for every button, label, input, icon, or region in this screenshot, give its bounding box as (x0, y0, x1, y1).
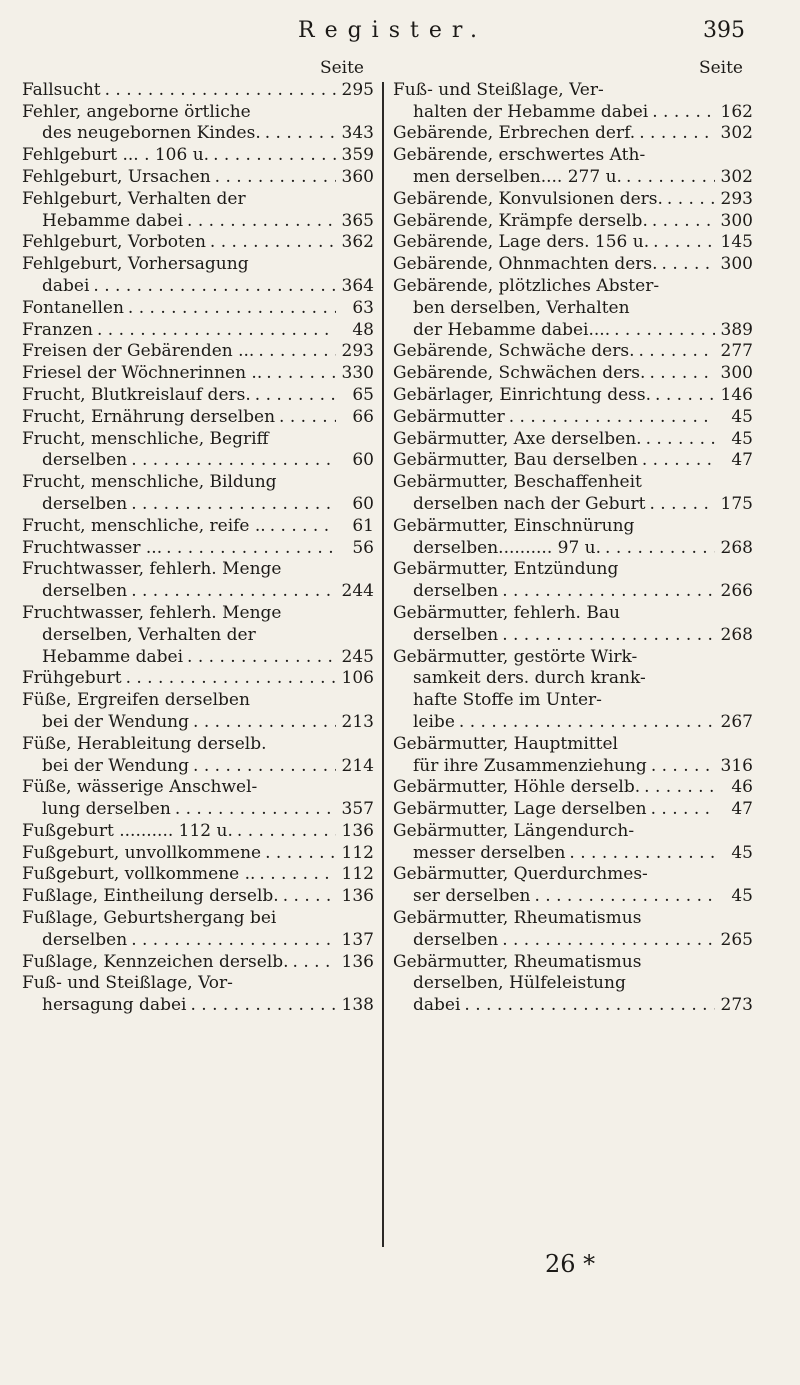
index-entry (22, 690, 374, 734)
index-entry (22, 298, 374, 320)
entry-page-number: 48 (352, 319, 374, 340)
index-entry (393, 363, 753, 385)
entry-text: Gebärmutter, Bau derselben (393, 450, 638, 471)
entry-page-number: 266 (720, 581, 753, 602)
entry-text: Frucht, Blutkreislauf ders. (22, 384, 251, 405)
entry-page-number: 300 (720, 210, 753, 231)
leader-dots (175, 799, 336, 821)
leader-dots (652, 102, 715, 124)
leader-dots (653, 232, 715, 254)
entry-page-number: 300 (720, 254, 753, 275)
entry-text: Gebärende, plötzliches Abster- (393, 275, 660, 296)
column-divider (382, 82, 384, 1247)
entry-text: samkeit ders. durch krank- (413, 668, 646, 689)
right-column (393, 58, 753, 1017)
index-entry (393, 145, 753, 189)
entry-page-number: 46 (731, 777, 753, 798)
entry-text: Gebärende, erschwertes Ath- (393, 145, 646, 166)
index-entry (22, 472, 374, 516)
index-entry (22, 843, 374, 865)
entry-text: Fehler, angeborne örtliche (22, 101, 251, 122)
index-entry (22, 777, 374, 821)
index-entry (22, 668, 374, 690)
index-entry (393, 189, 753, 211)
index-entry (22, 821, 374, 843)
entry-page-number: 60 (352, 450, 374, 471)
entry-text: bei der Wendung (42, 755, 190, 776)
index-entry (22, 886, 374, 908)
leader-dots (649, 363, 715, 385)
index-entry (22, 320, 374, 342)
entry-page-number: 365 (341, 210, 374, 231)
entry-page-number: 138 (341, 995, 374, 1016)
entry-text: Hebamme dabei (42, 210, 184, 231)
leader-dots (651, 756, 715, 778)
index-entry (393, 429, 753, 451)
entry-page-number: 364 (341, 275, 374, 296)
index-entry (393, 450, 753, 472)
entry-page-number: 245 (341, 646, 374, 667)
entry-text: hersagung dabei (42, 995, 187, 1016)
entry-text: Fuß- und Steißlage, Ver- (393, 79, 604, 100)
leader-dots (283, 886, 336, 908)
index-entry (22, 341, 374, 363)
entry-text: Freisen der Gebärenden ... (22, 341, 255, 362)
entry-page-number: 265 (720, 929, 753, 950)
leader-dots (128, 298, 336, 320)
entry-text: derselben (413, 929, 499, 950)
index-entry (393, 647, 753, 734)
entry-text: Gebärmutter, Einschnürung (393, 515, 635, 536)
entry-text: Fußgeburt, unvollkommene (22, 842, 262, 863)
index-entry (22, 559, 374, 603)
entry-text: Füße, Ergreifen derselben (22, 690, 250, 711)
leader-dots (193, 756, 336, 778)
index-entry (393, 80, 753, 124)
entry-text: der Hebamme dabei.... (413, 319, 611, 340)
entry-text: Fußgeburt, vollkommene .. (22, 864, 256, 885)
leader-dots (652, 211, 715, 233)
entry-text: Fußgeburt .......... 112 u. (22, 820, 233, 841)
leader-dots (667, 189, 715, 211)
left-column-head: Seite (319, 58, 364, 78)
index-entry (393, 734, 753, 778)
leader-dots (187, 211, 336, 233)
leader-dots (265, 123, 336, 145)
entry-text: derselben.......... 97 u. (413, 537, 602, 558)
running-title: Register. (298, 18, 487, 43)
index-entry (393, 821, 753, 865)
leader-dots (644, 777, 715, 799)
entry-page-number: 65 (352, 384, 374, 405)
entry-text: Fruchtwasser, fehlerh. Menge (22, 559, 282, 580)
index-entry (22, 516, 374, 538)
index-entry (393, 211, 753, 233)
entry-page-number: 45 (731, 406, 753, 427)
entry-page-number: 316 (720, 755, 753, 776)
entry-page-number: 357 (341, 799, 374, 820)
entry-text: Frucht, Ernährung derselben (22, 406, 276, 427)
index-entry (393, 603, 753, 647)
entry-page-number: 273 (720, 995, 753, 1016)
entry-text: Gebärlager, Einrichtung dess. (393, 384, 652, 405)
index-entry (22, 952, 374, 974)
index-entry (22, 973, 374, 1017)
entry-page-number: 175 (720, 493, 753, 514)
leader-dots (97, 320, 336, 342)
entry-page-number: 45 (731, 842, 753, 863)
entry-page-number: 61 (352, 515, 374, 536)
leader-dots (237, 821, 336, 843)
entry-text: Gebärmutter, fehlerh. Bau (393, 602, 620, 623)
entry-page-number: 389 (720, 319, 753, 340)
leader-dots (266, 363, 336, 385)
leader-dots (662, 254, 715, 276)
index-entry (22, 538, 374, 560)
entry-text: Gebärmutter, Längendurch- (393, 820, 635, 841)
entry-text: Gebärende, Schwäche ders. (393, 341, 635, 362)
entry-text: Gebärmutter (393, 406, 505, 427)
entry-page-number: 293 (720, 188, 753, 209)
entry-page-number: 136 (341, 886, 374, 907)
index-entry (22, 145, 374, 167)
leader-dots (258, 341, 336, 363)
entry-text: Gebärende, Krämpfe derselb. (393, 210, 648, 231)
leader-dots (535, 886, 716, 908)
entry-text: derselben (42, 581, 128, 602)
leader-dots (213, 145, 336, 167)
entry-text: des neugebornen Kindes. (42, 123, 261, 144)
leader-dots (626, 167, 715, 189)
index-entry (393, 385, 753, 407)
entry-text: Fehlgeburt, Verhalten der (22, 188, 246, 209)
entry-text: Gebärmutter, Beschaffenheit (393, 472, 642, 493)
entry-text: lung derselben (42, 799, 171, 820)
entry-page-number: 45 (731, 428, 753, 449)
entry-page-number: 112 (341, 842, 374, 863)
entry-page-number: 268 (720, 624, 753, 645)
entry-text: Fuß- und Steißlage, Vor- (22, 973, 233, 994)
index-entry (393, 276, 753, 341)
leader-dots (126, 668, 336, 690)
leader-dots (502, 581, 715, 603)
entry-text: dabei (413, 995, 461, 1016)
index-entry (393, 472, 753, 516)
entry-page-number: 60 (352, 493, 374, 514)
leader-dots (131, 581, 336, 603)
leader-dots (210, 232, 336, 254)
index-entry (393, 254, 753, 276)
entry-text: Fußlage, Kennzeichen derselb. (22, 951, 289, 972)
leader-dots (270, 516, 336, 538)
entry-text: Fruchtwasser, fehlerh. Menge (22, 602, 282, 623)
entry-page-number: 146 (720, 384, 753, 405)
leader-dots (605, 538, 715, 560)
leader-dots (265, 843, 336, 865)
index-entry (22, 385, 374, 407)
entry-text: Gebärmutter, Rheumatismus (393, 908, 642, 929)
index-entry (22, 603, 374, 668)
entry-text: Fontanellen (22, 297, 124, 318)
entry-text: Franzen (22, 319, 93, 340)
entry-text: Gebärmutter, Rheumatismus (393, 951, 642, 972)
entry-page-number: 45 (731, 886, 753, 907)
entry-text: Fehlgeburt, Vorhersagung (22, 254, 249, 275)
entry-text: Gebärmutter, Querdurchmes- (393, 864, 648, 885)
leader-dots (105, 80, 336, 102)
entry-text: Hebamme dabei (42, 646, 184, 667)
leader-dots (93, 276, 336, 298)
entry-page-number: 162 (720, 101, 753, 122)
leader-dots (642, 450, 715, 472)
leader-dots (190, 995, 336, 1017)
entry-text: Fruchtwasser ... (22, 537, 163, 558)
index-entry (22, 232, 374, 254)
entry-text: Gebärmutter, Höhle derselb. (393, 777, 641, 798)
signature-mark: 26 * (545, 1250, 596, 1278)
index-entry (393, 123, 753, 145)
entry-page-number: 136 (341, 820, 374, 841)
index-entry (22, 429, 374, 473)
entry-text: derselben (42, 493, 128, 514)
left-column (22, 58, 374, 1017)
leader-dots (655, 385, 715, 407)
entry-text: derselben (413, 581, 499, 602)
entry-page-number: 330 (341, 363, 374, 384)
entry-text: Gebärende, Konvulsionen ders. (393, 188, 663, 209)
leader-dots (215, 167, 336, 189)
entry-text: Füße, wässerige Anschwel- (22, 777, 258, 798)
entry-text: Füße, Herableitung derselb. (22, 733, 267, 754)
entry-page-number: 66 (352, 406, 374, 427)
index-entry (22, 864, 374, 886)
entry-page-number: 268 (720, 537, 753, 558)
entry-text: leibe (413, 711, 455, 732)
entry-text: derselben (413, 624, 499, 645)
index-entry (393, 777, 753, 799)
entry-text: Fehlgeburt ... . 106 u. (22, 145, 210, 166)
index-entry (22, 80, 374, 102)
entry-page-number: 56 (352, 537, 374, 558)
right-entry-list (393, 80, 753, 1017)
index-entry (22, 363, 374, 385)
index-entry (393, 864, 753, 908)
entry-page-number: 302 (720, 166, 753, 187)
entry-page-number: 214 (341, 755, 374, 776)
left-entry-list (22, 80, 374, 1017)
entry-text: derselben (42, 450, 128, 471)
entry-page-number: 47 (731, 450, 753, 471)
leader-dots (569, 843, 715, 865)
entry-text: dabei (42, 275, 90, 296)
index-entry (393, 407, 753, 429)
leader-dots (166, 538, 336, 560)
entry-page-number: 213 (341, 711, 374, 732)
entry-page-number: 277 (720, 341, 753, 362)
index-entry (393, 516, 753, 560)
leader-dots (131, 494, 336, 516)
entry-page-number: 136 (341, 951, 374, 972)
entry-text: men derselben.... 277 u. (413, 166, 622, 187)
leader-dots (255, 385, 336, 407)
entry-text: Gebärmutter, Hauptmittel (393, 733, 618, 754)
entry-text: für ihre Zusammenziehung (413, 755, 647, 776)
right-column-head: Seite (698, 58, 743, 78)
leader-dots (131, 450, 336, 472)
entry-text: Frühgeburt (22, 668, 122, 689)
entry-text: Frucht, menschliche, Begriff (22, 428, 269, 449)
entry-page-number: 47 (731, 799, 753, 820)
index-entry (393, 232, 753, 254)
leader-dots (638, 341, 715, 363)
leader-dots (464, 995, 715, 1017)
entry-page-number: 244 (341, 581, 374, 602)
entry-page-number: 300 (720, 363, 753, 384)
index-entry (393, 908, 753, 952)
page-header (40, 14, 745, 46)
entry-text: Fehlgeburt, Vorboten (22, 232, 206, 253)
entry-text: halten der Hebamme dabei (413, 101, 649, 122)
entry-text: Gebärmutter, Entzündung (393, 559, 619, 580)
entry-page-number: 360 (341, 166, 374, 187)
entry-text: ser derselben (413, 886, 531, 907)
leader-dots (131, 930, 336, 952)
index-entry (22, 254, 374, 298)
index-entry (393, 952, 753, 1017)
entry-text: derselben (42, 929, 128, 950)
entry-page-number: 106 (341, 668, 374, 689)
leader-dots (502, 625, 715, 647)
entry-page-number: 295 (341, 79, 374, 100)
index-entry (22, 167, 374, 189)
entry-text: Frucht, menschliche, reife .. (22, 515, 266, 536)
entry-text: Gebärmutter, Lage derselben (393, 799, 647, 820)
entry-text: messer derselben (413, 842, 566, 863)
entry-text: derselben, Hülfeleistung (413, 973, 626, 994)
leader-dots (502, 930, 715, 952)
entry-text: Friesel der Wöchnerinnen .. (22, 363, 263, 384)
entry-page-number: 63 (352, 297, 374, 318)
entry-page-number: 362 (341, 232, 374, 253)
leader-dots (459, 712, 715, 734)
leader-dots (259, 864, 336, 886)
entry-text: Frucht, menschliche, Bildung (22, 472, 277, 493)
entry-text: Fallsucht (22, 79, 101, 100)
entry-page-number: 137 (341, 929, 374, 950)
entry-page-number: 359 (341, 145, 374, 166)
entry-text: Fußlage, Geburtshergang bei (22, 908, 277, 929)
entry-text: ben derselben, Verhalten (413, 297, 630, 318)
index-entry (22, 407, 374, 429)
leader-dots (646, 429, 715, 451)
entry-text: derselben nach der Geburt (413, 493, 646, 514)
leader-dots (509, 407, 715, 429)
entry-text: Gebärende, Ohnmachten ders. (393, 254, 658, 275)
entry-page-number: 293 (341, 341, 374, 362)
index-entry (22, 734, 374, 778)
leader-dots (639, 123, 715, 145)
entry-text: Gebärende, Erbrechen derf. (393, 123, 636, 144)
entry-page-number: 343 (341, 123, 374, 144)
index-entry (22, 908, 374, 952)
entry-text: Fehlgeburt, Ursachen (22, 166, 211, 187)
entry-text: derselben, Verhalten der (42, 624, 256, 645)
leader-dots (614, 320, 715, 342)
leader-dots (187, 647, 336, 669)
entry-text: hafte Stoffe im Unter- (413, 690, 602, 711)
entry-text: Gebärende, Lage ders. 156 u. (393, 232, 650, 253)
entry-text: Gebärmutter, Axe derselben. (393, 428, 642, 449)
entry-text: Gebärmutter, gestörte Wirk- (393, 646, 638, 667)
entry-text: bei der Wendung (42, 711, 190, 732)
leader-dots (651, 799, 715, 821)
page-number: 395 (703, 18, 745, 43)
entry-text: Gebärende, Schwächen ders. (393, 363, 646, 384)
leader-dots (293, 952, 336, 974)
entry-text: Fußlage, Eintheilung derselb. (22, 886, 279, 907)
entry-page-number: 267 (720, 711, 753, 732)
index-entry (393, 341, 753, 363)
leader-dots (193, 712, 336, 734)
entry-page-number: 145 (720, 232, 753, 253)
leader-dots (649, 494, 715, 516)
index-entry (393, 559, 753, 603)
index-entry (22, 189, 374, 233)
index-entry (393, 799, 753, 821)
index-entry (22, 102, 374, 146)
leader-dots (279, 407, 336, 429)
entry-page-number: 112 (341, 864, 374, 885)
entry-page-number: 302 (720, 123, 753, 144)
